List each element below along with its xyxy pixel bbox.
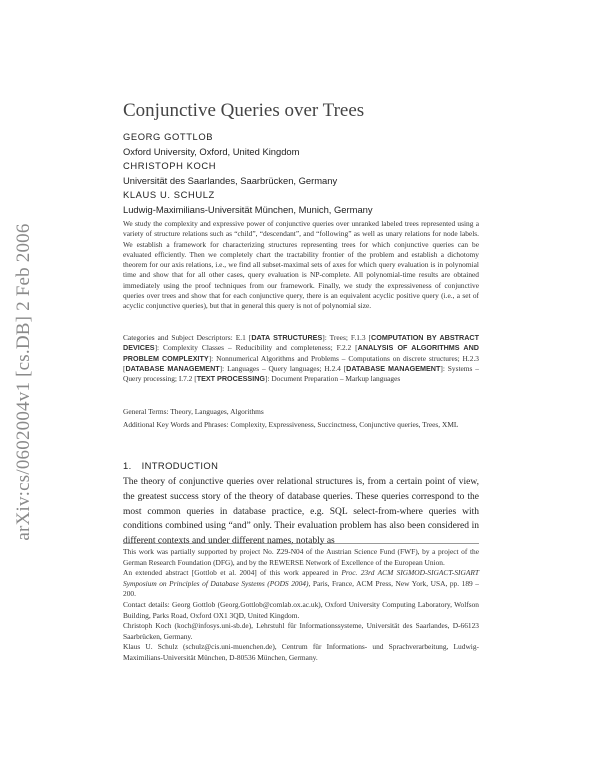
category-heading: ANALYSIS OF ALGORITHMS AND PROBLEM COMPLEXITY — [123, 343, 479, 363]
author-affiliation: Ludwig-Maximilians-Universität München, Munich, Germany — [123, 203, 373, 215]
category-text: E.1 [ — [235, 333, 252, 342]
category-text: ]: Systems – Query processing; I.7.2 [ — [123, 363, 479, 384]
general-terms: General Terms: Theory, Languages, Algorithms — [123, 407, 264, 416]
footnote-extended-post: , Paris, France, ACM Press, New York, USA, pp. 189 – 200. — [123, 578, 479, 599]
category-heading: DATA STRUCTURES — [251, 333, 323, 342]
arxiv-identifier: arXiv:cs/0602004v1 [cs.DB] 2 Feb 2006 — [13, 223, 34, 541]
footnotes — [123, 547, 479, 664]
category-heading: DATABASE MANAGEMENT — [346, 363, 441, 373]
footnote-schulz: Klaus U. Schulz (schulz@cis.uni-muenchen.de), Centrum für Informations- und Sprachverarbeitung, Ludwig-Maximilians-Universität München, D-80536 München, Germany. — [123, 642, 479, 662]
footnote-rule — [123, 543, 479, 544]
footnote-venue: Proc. 23rd ACM SIGMOD-SIGACT-SIGART Symposium on Principles of Database Systems (PODS 2004) — [123, 568, 479, 588]
footnote-contact: Contact details: Georg Gottlob (Georg.Gottlob@comlab.ox.ac.uk), Oxford University Computing Laboratory, Wolfson Building, Parks Road, Oxford OX1 3QD, United Kingdom. — [123, 599, 479, 620]
author-name: CHRISTOPH KOCH — [123, 160, 217, 172]
footnote-extended-pre: An extended abstract [Gottlob et al. 2004] of this work appeared in — [123, 568, 342, 578]
footnote-extended-abstract — [123, 568, 479, 600]
keywords: Additional Key Words and Phrases: Complexity, Expressiveness, Succinctness, Conjunctive queries, Trees, XML — [123, 420, 459, 429]
category-text: ]: Document Preparation – Markup languages — [264, 374, 401, 384]
author-name: KLAUS U. SCHULZ — [123, 189, 215, 201]
author-affiliation: Universität des Saarlandes, Saarbrücken, Germany — [123, 174, 338, 186]
category-heading: DATABASE MANAGEMENT — [125, 363, 220, 373]
section-heading — [123, 460, 218, 471]
categories-label: Categories and Subject Descriptors: — [123, 333, 236, 342]
category-text: ]: Trees; F.1.3 [ — [322, 333, 372, 342]
category-text: ]: Nonnumerical Algorithms and Problems – Computations on discrete structures; H.2.3 [ — [123, 353, 479, 373]
category-text: ]: Complexity Classes – Reducibility and completeness; F.2.2 [ — [154, 343, 358, 353]
author-affiliation: Oxford University, Oxford, United Kingdom — [123, 145, 300, 157]
section-title: INTRODUCTION — [141, 460, 219, 471]
abstract: We study the complexity and expressive power of conjunctive queries over unranked labeled trees represented using a variety of structure relations such as “child”, “descendant”, and “following” as well as unary relations for node labels. We establish a framework for characterizing structures representing trees for which conjunctive queries can be evaluated efficiently. Then we completely chart the tractability frontier of the problem and establish a dichotomy theorem for our axis relations, i.e., we find all subset-maximal sets of axes for which query evaluation is in polynomial time and show that for all other cases, query evaluation is NP-complete. All polynomial-time results are obtained immediately using the proof techniques from our framework. Finally, we study the expressiveness of conjunctive queries over trees and show that for each conjunctive query, there is an equivalent acyclic positive query (i.e., a set of acyclic conjunctive queries), but that in general this query is not of polynomial size. — [123, 219, 479, 311]
intro-paragraph: The theory of conjunctive queries over relational structures is, from a certain point of view, the greatest success story of the theory of database queries. These queries correspond to the most common queries in database practice, e.g. SQL select-from-where queries with conditions combined using “and” only. Their evaluation problem has also been considered in different contexts and under different names, notably as — [123, 477, 479, 547]
category-heading: TEXT PROCESSING — [196, 374, 265, 384]
author-block — [123, 130, 373, 218]
categories-descriptors — [123, 333, 479, 384]
category-heading: COMPUTATION BY ABSTRACT DEVICES — [123, 333, 479, 353]
footnote-funding: This work was partially supported by project No. Z29-N04 of the Austrian Science Fund (FWF), by a project of the German Research Foundation (DFG), and by the REWERSE Network of Excellence of the European Union. — [123, 547, 479, 567]
author-name: GEORG GOTTLOB — [123, 131, 214, 142]
footnote-koch: Christoph Koch (koch@infosys.uni-sb.de), Lehrstuhl für Informationssysteme, Universität des Saarlandes, D-66123 Saarbrücken, Germany. — [123, 621, 479, 641]
paper-title: Conjunctive Queries over Trees — [123, 100, 365, 121]
category-text: ]: Languages – Query languages; H.2.4 [ — [219, 363, 347, 373]
section-number: 1. — [123, 460, 132, 471]
